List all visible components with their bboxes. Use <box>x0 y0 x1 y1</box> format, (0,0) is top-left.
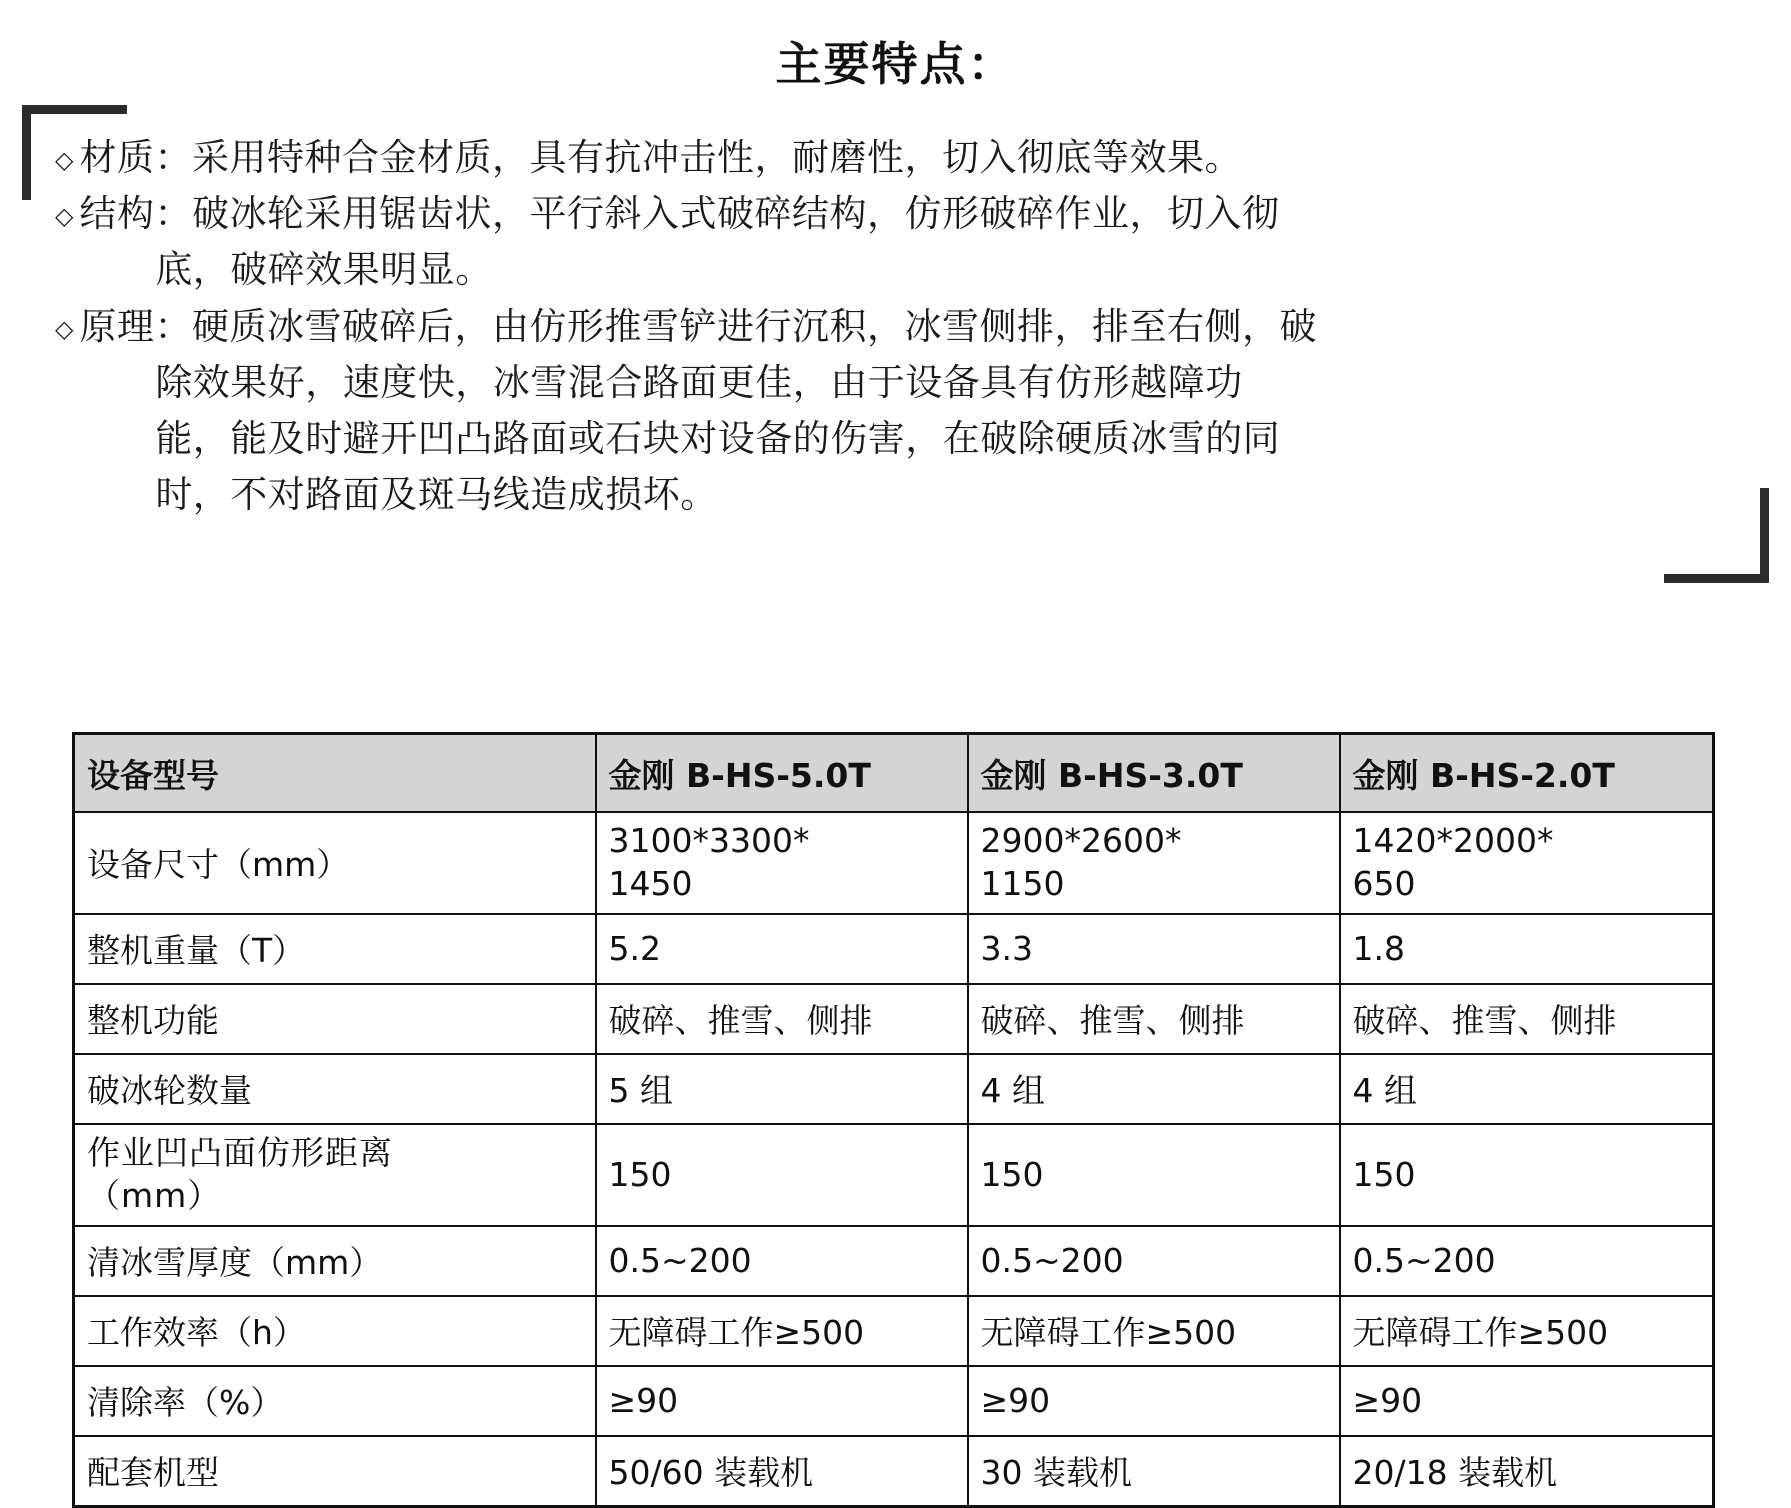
table-row-label: 清冰雪厚度（mm） <box>74 1226 596 1296</box>
table-cell: ≥90 <box>596 1366 968 1436</box>
feature-line: 原理：硬质冰雪破碎后，由仿形推雪铲进行沉积，冰雪侧排，排至右侧，破 <box>79 304 1317 348</box>
table-row <box>74 984 1714 1054</box>
table-cell: 无障碍工作≥500 <box>968 1296 1340 1366</box>
table-row <box>74 1366 1714 1436</box>
table-cell: 2900*2600* 1150 <box>968 812 1340 914</box>
table-row-label: 整机功能 <box>74 984 596 1054</box>
feature-item-structure <box>55 186 1735 298</box>
table-cell: 4 组 <box>968 1054 1340 1124</box>
table-cell: 150 <box>1340 1124 1714 1226</box>
table-cell: ≥90 <box>1340 1366 1714 1436</box>
feature-line: 除效果好，速度快，冰雪混合路面更佳，由于设备具有仿形越障功 <box>155 360 1243 404</box>
table-cell: 150 <box>968 1124 1340 1226</box>
table-body <box>74 812 1714 1506</box>
feature-item-principle <box>55 299 1735 524</box>
table-cell: 30 装载机 <box>968 1436 1340 1507</box>
table-row-label: 工作效率（h） <box>74 1296 596 1366</box>
table-cell: 150 <box>596 1124 968 1226</box>
table-row <box>74 1226 1714 1296</box>
table-cell: 3100*3300* 1450 <box>596 812 968 914</box>
table-cell: 5.2 <box>596 914 968 984</box>
table-row <box>74 1296 1714 1366</box>
diamond-bullet-icon: ◇ <box>55 314 74 343</box>
table-header-cell: 设备型号 <box>74 734 596 813</box>
table-row-label: 破冰轮数量 <box>74 1054 596 1124</box>
feature-item-material <box>55 130 1735 186</box>
table-cell: 无障碍工作≥500 <box>596 1296 968 1366</box>
feature-text-material <box>79 130 1735 186</box>
table-row-label: 整机重量（T） <box>74 914 596 984</box>
spec-table-container <box>72 732 1712 1508</box>
table-row <box>74 812 1714 914</box>
table-row-label: 设备尺寸（mm） <box>74 812 596 914</box>
table-cell: 1420*2000* 650 <box>1340 812 1714 914</box>
table-cell: 无障碍工作≥500 <box>1340 1296 1714 1366</box>
table-row <box>74 914 1714 984</box>
feature-line: 底，破碎效果明显。 <box>155 248 493 292</box>
table-header-cell: 金刚 B-HS-3.0T <box>968 734 1340 813</box>
table-cell: 50/60 装载机 <box>596 1436 968 1507</box>
table-row <box>74 1054 1714 1124</box>
table-row-label: 作业凹凸面仿形距离 （mm） <box>74 1124 596 1226</box>
feature-text-structure <box>79 186 1735 298</box>
table-cell: 1.8 <box>1340 914 1714 984</box>
page-title: 主要特点： <box>775 37 1016 91</box>
table-header-row <box>74 734 1714 813</box>
table-cell: 3.3 <box>968 914 1340 984</box>
feature-line: 结构：破冰轮采用锯齿状，平行斜入式破碎结构，仿形破碎作业，切入彻 <box>79 192 1280 236</box>
feature-line: 材质：采用特种合金材质，具有抗冲击性，耐磨性，切入彻底等效果。 <box>79 136 1242 179</box>
table-row-label: 配套机型 <box>74 1436 596 1507</box>
table-row <box>74 1436 1714 1507</box>
table-cell: 0.5~200 <box>1340 1226 1714 1296</box>
table-header-cell: 金刚 B-HS-2.0T <box>1340 734 1714 813</box>
table-cell: 破碎、推雪、侧排 <box>968 984 1340 1054</box>
feature-list <box>55 130 1735 524</box>
table-cell: 20/18 装载机 <box>1340 1436 1714 1507</box>
spec-table <box>72 732 1715 1508</box>
feature-line: 时，不对路面及斑马线造成损坏。 <box>155 473 718 517</box>
table-row-label: 清除率（%） <box>74 1366 596 1436</box>
table-cell: 4 组 <box>1340 1054 1714 1124</box>
table-cell: 0.5~200 <box>968 1226 1340 1296</box>
table-row <box>74 1124 1714 1226</box>
table-cell: 5 组 <box>596 1054 968 1124</box>
table-cell: 0.5~200 <box>596 1226 968 1296</box>
table-cell: ≥90 <box>968 1366 1340 1436</box>
feature-text-principle <box>79 299 1735 524</box>
table-cell: 破碎、推雪、侧排 <box>1340 984 1714 1054</box>
table-header-cell: 金刚 B-HS-5.0T <box>596 734 968 813</box>
diamond-bullet-icon: ◇ <box>55 146 74 174</box>
table-cell: 破碎、推雪、侧排 <box>596 984 968 1054</box>
feature-line: 能，能及时避开凹凸路面或石块对设备的伤害，在破除硬质冰雪的同 <box>155 417 1281 461</box>
diamond-bullet-icon: ◇ <box>55 202 74 231</box>
